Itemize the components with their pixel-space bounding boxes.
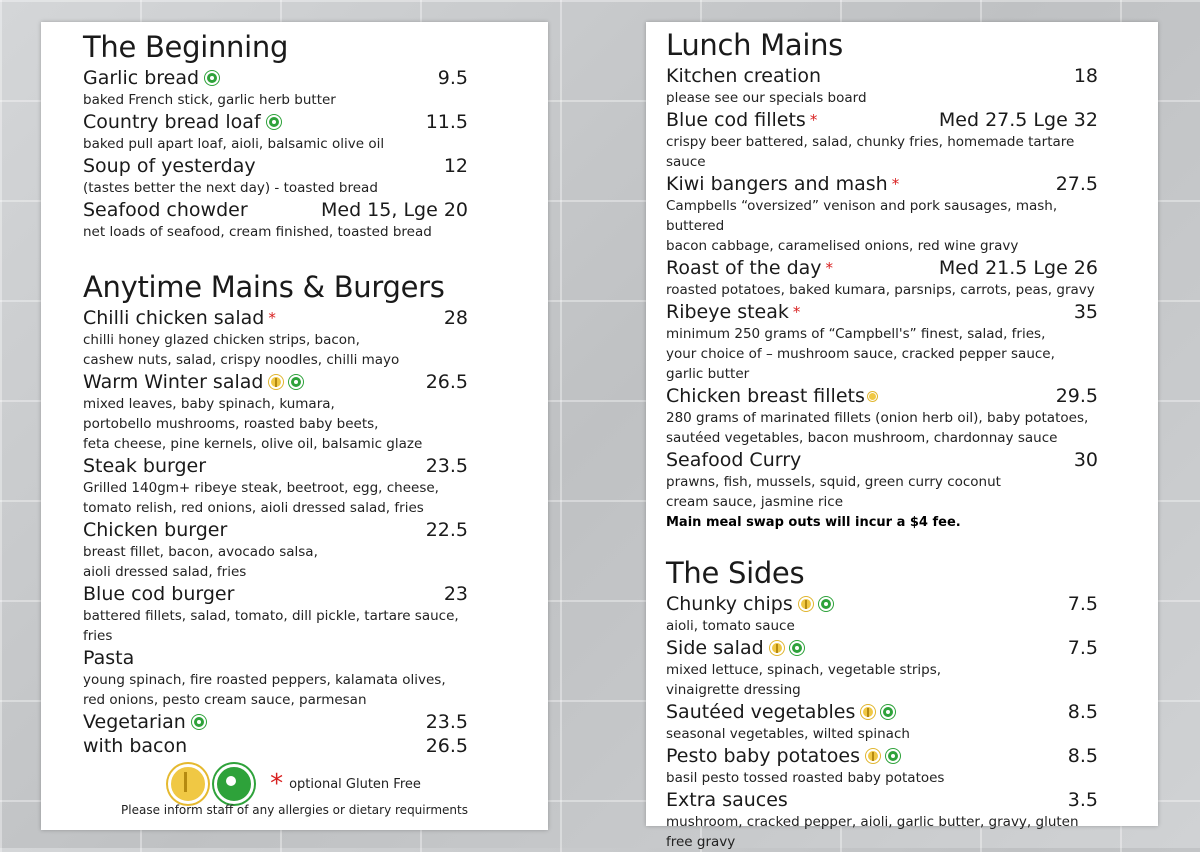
menu-item-row xyxy=(83,198,468,222)
section-title: The Sides xyxy=(666,556,805,590)
menu-item xyxy=(666,172,1098,256)
menu-item-price: 8.5 xyxy=(1067,701,1098,723)
gluten-free-icon xyxy=(866,749,880,763)
menu-item-price: 28 xyxy=(443,307,468,329)
menu-item-name-group xyxy=(83,154,256,178)
vegetarian-icon xyxy=(267,115,281,129)
asterisk-icon: * xyxy=(809,110,818,129)
menu-item-name-group xyxy=(666,384,877,408)
gluten-free-icon xyxy=(269,375,283,389)
menu-item-price: 29.5 xyxy=(1055,385,1098,407)
gluten-free-icon xyxy=(799,597,813,611)
asterisk-icon: * xyxy=(792,302,801,321)
menu-item-row xyxy=(83,454,468,478)
menu-item xyxy=(83,646,468,710)
menu-item-price: 3.5 xyxy=(1067,789,1098,811)
gluten-free-icon xyxy=(861,705,875,719)
menu-item-price: Med 27.5 Lge 32 xyxy=(938,109,1098,131)
menu-item-row xyxy=(83,710,468,734)
menu-item-name-group xyxy=(83,110,281,134)
menu-item-name-group xyxy=(83,518,227,542)
swap-fee-note: Main meal swap outs will incur a $4 fee. xyxy=(666,515,961,530)
menu-item xyxy=(666,788,1098,852)
menu-item-row xyxy=(666,384,1098,408)
menu-item xyxy=(83,582,468,646)
asterisk-icon: * xyxy=(825,258,834,277)
menu-item-description: 280 grams of marinated fillets (onion herb oil), baby potatoes, sautéed vegetables, bacon mushroom, chardonnay sauce xyxy=(666,410,1089,446)
menu-item xyxy=(666,384,1098,448)
vegetarian-icon xyxy=(192,715,206,729)
section-title: Anytime Mains & Burgers xyxy=(83,270,445,304)
menu-item-price: 35 xyxy=(1073,301,1098,323)
menu-item-name: Soup of yesterday xyxy=(83,155,256,177)
menu-item-row xyxy=(666,700,1098,724)
menu-item-price: Med 21.5 Lge 26 xyxy=(938,257,1098,279)
menu-item-name-group xyxy=(666,592,833,616)
menu-item-name-group xyxy=(83,734,187,758)
menu-item-row xyxy=(83,646,468,670)
section-title: Lunch Mains xyxy=(666,28,843,62)
menu-item-name: Blue cod fillets xyxy=(666,109,806,131)
menu-item-description: young spinach, fire roasted peppers, kalamata olives, red onions, pesto cream sauce, parmesan xyxy=(83,672,446,708)
menu-item-description: Grilled 140gm+ ribeye steak, beetroot, egg, cheese, tomato relish, red onions, aioli dressed salad, fries xyxy=(83,480,439,516)
asterisk-icon: * xyxy=(891,174,900,193)
menu-item-name: Sautéed vegetables xyxy=(666,701,856,723)
menu-item-description: prawns, fish, mussels, squid, green curry coconut cream sauce, jasmine rice xyxy=(666,474,1001,510)
vegetarian-icon xyxy=(205,71,219,85)
menu-item-row xyxy=(666,788,1098,812)
menu-item-description: crispy beer battered, salad, chunky fries, homemade tartare sauce xyxy=(666,134,1075,170)
menu-item xyxy=(666,636,1098,700)
menu-item-name: Warm Winter salad xyxy=(83,371,264,393)
menu-item-description: please see our specials board xyxy=(666,90,867,106)
menu-item-name: Blue cod burger xyxy=(83,583,235,605)
menu-item-price: 23.5 xyxy=(425,711,468,733)
menu-item xyxy=(83,306,468,370)
menu-item-name-group xyxy=(83,66,219,90)
vegetarian-icon xyxy=(886,749,900,763)
menu-item xyxy=(83,710,468,734)
menu-item-price: 9.5 xyxy=(437,67,468,89)
menu-item-name-group xyxy=(83,646,134,670)
menu-item-price: 26.5 xyxy=(425,735,468,757)
menu-item-price: 23.5 xyxy=(425,455,468,477)
menu-item-description: net loads of seafood, cream finished, toasted bread xyxy=(83,224,432,240)
menu-item-row xyxy=(83,306,468,330)
vegetarian-icon xyxy=(790,641,804,655)
menu-item xyxy=(83,734,468,758)
menu-item-name-group xyxy=(666,700,895,724)
menu-item-row xyxy=(83,582,468,606)
menu-item-name: Vegetarian xyxy=(83,711,186,733)
menu-item-row xyxy=(83,370,468,394)
menu-item-row xyxy=(666,108,1098,132)
menu-item xyxy=(83,110,468,154)
menu-item-price: 7.5 xyxy=(1067,593,1098,615)
menu-item-row xyxy=(666,300,1098,324)
menu-item-row xyxy=(666,744,1098,768)
menu-item-row xyxy=(83,110,468,134)
menu-item-name: Ribeye steak xyxy=(666,301,789,323)
left-menu-content xyxy=(83,28,468,758)
menu-item xyxy=(666,700,1098,744)
menu-item-price: Med 15, Lge 20 xyxy=(321,199,468,221)
right-menu-content xyxy=(666,26,1098,852)
menu-item-name-group xyxy=(666,256,833,280)
asterisk-icon: * xyxy=(270,769,284,799)
menu-item-price: 7.5 xyxy=(1067,637,1098,659)
gluten-free-icon xyxy=(868,392,877,401)
menu-item-description: breast fillet, bacon, avocado salsa, aioli dressed salad, fries xyxy=(83,544,318,580)
menu-item-name-group xyxy=(666,788,788,812)
menu-item-row xyxy=(666,64,1098,88)
menu-item xyxy=(83,454,468,518)
menu-item-name-group xyxy=(83,198,248,222)
section-title: The Beginning xyxy=(83,30,289,64)
menu-item xyxy=(666,300,1098,384)
menu-item-name: Country bread loaf xyxy=(83,111,261,133)
menu-item-row xyxy=(83,154,468,178)
menu-item-description: baked pull apart loaf, aioli, balsamic olive oil xyxy=(83,136,385,152)
menu-item-price: 18 xyxy=(1073,65,1098,87)
menu-item-description: Campbells “oversized” venison and pork sausages, mash, buttered bacon cabbage, caramelised onions, red wine gravy xyxy=(666,198,1058,254)
menu-item-name-group xyxy=(666,108,817,132)
left-menu-page xyxy=(41,22,548,830)
menu-item xyxy=(666,592,1098,636)
menu-item xyxy=(666,64,1098,108)
menu-item-name: Kitchen creation xyxy=(666,65,822,87)
menu-item xyxy=(666,448,1098,512)
right-menu-page xyxy=(646,22,1158,850)
vegetarian-icon xyxy=(289,375,303,389)
menu-item xyxy=(83,154,468,198)
menu-item-description: seasonal vegetables, wilted spinach xyxy=(666,726,910,742)
menu-item-price: 30 xyxy=(1073,449,1098,471)
menu-item-row xyxy=(83,734,468,758)
menu-item-price: 23 xyxy=(443,583,468,605)
menu-item-name-group xyxy=(83,306,276,330)
section-gap xyxy=(666,532,1098,554)
menu-item-name: Side salad xyxy=(666,637,764,659)
menu-item-name-group xyxy=(666,448,801,472)
menu-item-name: Roast of the day xyxy=(666,257,822,279)
menu-item-price: 8.5 xyxy=(1067,745,1098,767)
menu-item-name: with bacon xyxy=(83,735,188,757)
menu-item-name: Kiwi bangers and mash xyxy=(666,173,888,195)
dietary-legend xyxy=(41,764,548,804)
section-gap xyxy=(83,242,468,268)
menu-item-description: (tastes better the next day) - toasted bread xyxy=(83,180,378,196)
menu-item-name-group xyxy=(666,300,800,324)
menu-item-name: Pasta xyxy=(83,647,135,669)
menu-item-name-group xyxy=(666,64,821,88)
menu-item-name: Chunky chips xyxy=(666,593,793,615)
menu-item-name: Garlic bread xyxy=(83,67,200,89)
menu-item xyxy=(83,518,468,582)
asterisk-icon: * xyxy=(268,308,276,327)
menu-item-name-group xyxy=(666,744,900,768)
menu-item-name: Seafood chowder xyxy=(83,199,248,221)
menu-item xyxy=(666,108,1098,172)
vegetarian-icon xyxy=(819,597,833,611)
menu-item-name: Chilli chicken salad xyxy=(83,307,265,329)
menu-item-name-group xyxy=(83,454,206,478)
menu-item-description: chilli honey glazed chicken strips, bacon, cashew nuts, salad, crispy noodles, chilli mayo xyxy=(83,332,400,368)
menu-item-price: 26.5 xyxy=(425,371,468,393)
menu-item-name: Chicken breast fillets xyxy=(666,385,865,407)
menu-item-row xyxy=(666,592,1098,616)
menu-item-description: battered fillets, salad, tomato, dill pickle, tartare sauce, fries xyxy=(83,608,459,644)
menu-item-name: Seafood Curry xyxy=(666,449,802,471)
menu-item-description: mixed lettuce, spinach, vegetable strips, vinaigrette dressing xyxy=(666,662,942,698)
menu-item-row xyxy=(83,66,468,90)
menu-item xyxy=(666,256,1098,300)
gluten-free-icon xyxy=(168,764,208,804)
legend-text: optional Gluten Free xyxy=(289,776,421,792)
menu-item-description: basil pesto tossed roasted baby potatoes xyxy=(666,770,945,786)
menu-item-name: Chicken burger xyxy=(83,519,228,541)
menu-item xyxy=(666,744,1098,788)
menu-item-name: Pesto baby potatoes xyxy=(666,745,860,767)
menu-item-row xyxy=(666,636,1098,660)
allergy-note: Please inform staff of any allergies or dietary requirments xyxy=(121,803,468,817)
menu-item-description: baked French stick, garlic herb butter xyxy=(83,92,336,108)
menu-item xyxy=(83,370,468,454)
menu-item-name-group xyxy=(666,172,899,196)
menu-item-name-group xyxy=(83,582,234,606)
menu-item-name-group xyxy=(666,636,804,660)
menu-item-row xyxy=(666,256,1098,280)
menu-item-name: Extra sauces xyxy=(666,789,788,811)
menu-item-price: 11.5 xyxy=(425,111,468,133)
menu-item-description: roasted potatoes, baked kumara, parsnips, carrots, peas, gravy xyxy=(666,282,1095,298)
menu-item-price: 27.5 xyxy=(1055,173,1098,195)
menu-item-description: aioli, tomato sauce xyxy=(666,618,795,634)
menu-item xyxy=(83,198,468,242)
vegetarian-icon xyxy=(214,764,254,804)
menu-item-name: Steak burger xyxy=(83,455,207,477)
menu-item xyxy=(83,66,468,110)
gluten-free-icon xyxy=(770,641,784,655)
menu-item-description: minimum 250 grams of “Campbell's” finest, salad, fries, your choice of – mushroom sauce, cracked pepper sauce, garlic butter xyxy=(666,326,1055,382)
menu-item-row xyxy=(666,172,1098,196)
menu-item-row xyxy=(666,448,1098,472)
menu-item-name-group xyxy=(83,710,206,734)
menu-item-price: 12 xyxy=(443,155,468,177)
menu-item-row xyxy=(83,518,468,542)
menu-item-description: mushroom, cracked pepper, aioli, garlic butter, gravy, gluten free gravy xyxy=(666,814,1079,850)
menu-item-description: mixed leaves, baby spinach, kumara, portobello mushrooms, roasted baby beets, feta cheese, pine kernels, olive oil, balsamic glaze xyxy=(83,396,423,452)
vegetarian-icon xyxy=(881,705,895,719)
menu-item-name-group xyxy=(83,370,303,394)
menu-item-price: 22.5 xyxy=(425,519,468,541)
